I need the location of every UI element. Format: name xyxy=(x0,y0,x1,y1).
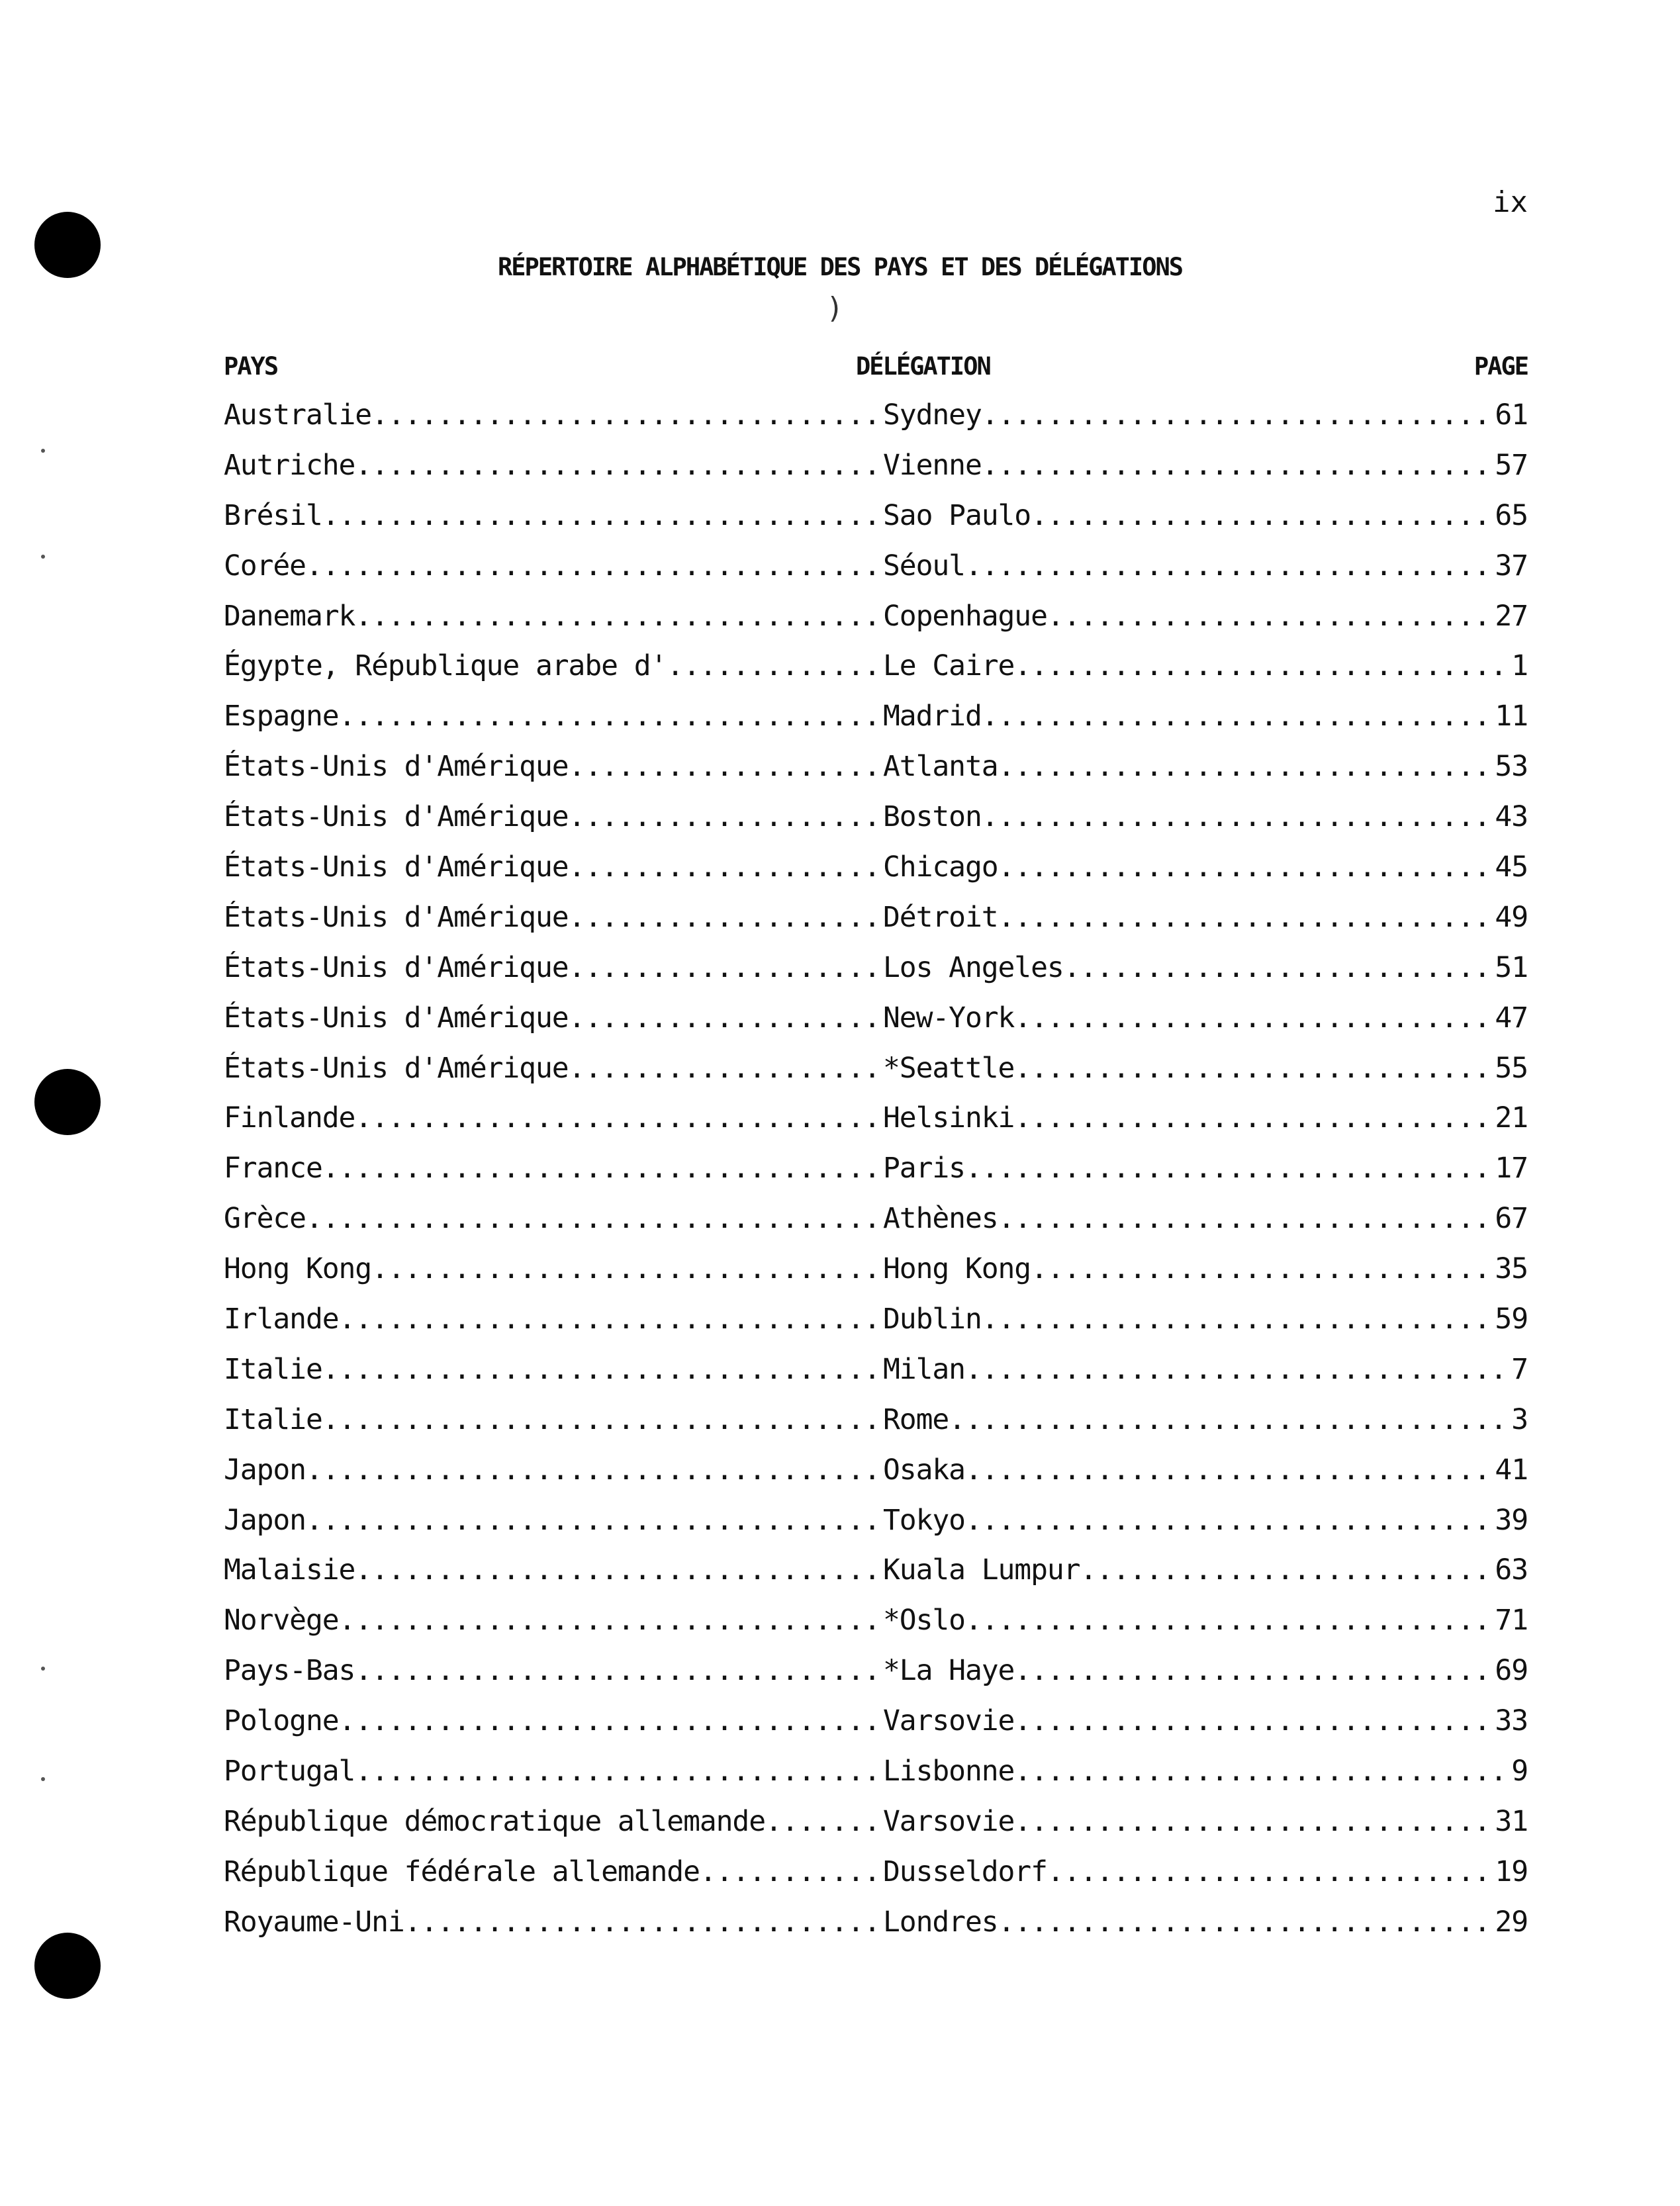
delegation-cell xyxy=(883,1353,1528,1386)
delegation-name: Tokyo xyxy=(883,1503,965,1537)
delegation-cell xyxy=(883,1252,1528,1285)
country-cell xyxy=(224,1755,883,1788)
delegation-cell xyxy=(883,1303,1528,1336)
country-cell xyxy=(224,1101,883,1134)
delegation-cell xyxy=(883,398,1528,432)
delegation-name: Los Angeles xyxy=(883,950,1064,984)
dot-leader xyxy=(569,951,883,984)
dot-leader xyxy=(371,1252,883,1285)
delegation-name: Helsinki xyxy=(883,1101,1015,1135)
dot-leader xyxy=(306,1202,883,1235)
country-cell xyxy=(224,1252,883,1285)
stray-mark: ) xyxy=(826,291,844,325)
delegation-name: *Oslo xyxy=(883,1604,965,1637)
delegation-name: Varsovie xyxy=(883,1704,1015,1738)
dot-leader xyxy=(1014,1755,1511,1788)
delegation-cell xyxy=(883,1152,1528,1185)
dot-leader xyxy=(322,499,883,532)
header-page: PAGE xyxy=(1473,352,1528,381)
dot-leader xyxy=(1014,649,1511,682)
country-cell xyxy=(224,649,883,682)
delegation-name: Sao Paulo xyxy=(883,498,1031,532)
dot-leader xyxy=(355,1755,883,1788)
country-cell xyxy=(224,1001,883,1034)
delegation-cell xyxy=(883,800,1528,833)
list-item xyxy=(224,1202,1528,1252)
dot-leader xyxy=(339,1303,883,1336)
page-ref: 17 xyxy=(1495,1152,1528,1185)
country-name: France xyxy=(224,1152,322,1185)
country-name: États-Unis d'Amérique xyxy=(224,750,569,784)
country-cell xyxy=(224,951,883,984)
list-item xyxy=(224,901,1528,951)
page-ref: 31 xyxy=(1495,1804,1528,1838)
dot-leader xyxy=(322,1152,883,1185)
delegation-cell xyxy=(883,700,1528,733)
punch-hole-bottom xyxy=(34,1933,101,1999)
delegation-cell xyxy=(883,951,1528,984)
country-cell xyxy=(224,1604,883,1637)
dot-leader xyxy=(965,1504,1495,1537)
list-item xyxy=(224,1052,1528,1102)
punch-hole-middle xyxy=(34,1069,101,1135)
list-item xyxy=(224,1152,1528,1202)
list-item xyxy=(224,1001,1528,1052)
dot-leader xyxy=(998,901,1495,934)
country-cell xyxy=(224,1805,883,1838)
dot-leader xyxy=(998,850,1495,884)
scan-speck xyxy=(41,1667,45,1671)
country-cell xyxy=(224,1855,883,1888)
delegation-cell xyxy=(883,1403,1528,1436)
list-item xyxy=(224,951,1528,1001)
country-cell xyxy=(224,1553,883,1586)
page-ref: 51 xyxy=(1495,950,1528,984)
list-item xyxy=(224,1604,1528,1654)
country-cell xyxy=(224,1504,883,1537)
dot-leader xyxy=(322,1403,883,1436)
dot-leader xyxy=(355,449,883,482)
delegation-name: Rome xyxy=(883,1402,949,1436)
country-cell xyxy=(224,901,883,934)
country-cell xyxy=(224,1303,883,1336)
column-headers xyxy=(224,352,1528,385)
scan-speck xyxy=(41,555,45,559)
list-item xyxy=(224,1704,1528,1755)
page-ref: 47 xyxy=(1495,1001,1528,1034)
dot-leader xyxy=(306,1504,883,1537)
delegation-name: Athènes xyxy=(883,1202,998,1236)
page-ref: 37 xyxy=(1495,549,1528,582)
dot-leader xyxy=(371,398,883,432)
list-item xyxy=(224,1805,1528,1855)
index-list xyxy=(224,398,1528,1956)
delegation-cell xyxy=(883,1001,1528,1034)
page-ref: 57 xyxy=(1495,448,1528,482)
delegation-cell xyxy=(883,600,1528,633)
dot-leader xyxy=(339,1604,883,1637)
list-item xyxy=(224,1303,1528,1353)
scan-speck xyxy=(41,1777,45,1781)
country-cell xyxy=(224,1453,883,1487)
country-name: Pays-Bas xyxy=(224,1654,355,1688)
dot-leader xyxy=(569,750,883,783)
dot-leader xyxy=(569,1052,883,1085)
dot-leader xyxy=(569,1001,883,1034)
dot-leader xyxy=(1014,1805,1495,1838)
dot-leader xyxy=(765,1805,883,1838)
list-item xyxy=(224,600,1528,650)
page-ref: 9 xyxy=(1511,1755,1528,1788)
list-item xyxy=(224,1101,1528,1152)
list-item xyxy=(224,499,1528,549)
country-name: République fédérale allemande xyxy=(224,1855,700,1888)
delegation-name: Vienne xyxy=(883,448,982,482)
page-ref: 41 xyxy=(1495,1453,1528,1487)
delegation-cell xyxy=(883,1855,1528,1888)
delegation-name: Sydney xyxy=(883,398,982,432)
page-ref: 61 xyxy=(1495,398,1528,432)
delegation-name: Séoul xyxy=(883,549,965,582)
country-name: Pologne xyxy=(224,1704,339,1738)
page-title: RÉPERTOIRE ALPHABÉTIQUE DES PAYS ET DES DÉLÉGATIONS xyxy=(497,253,1183,281)
list-item xyxy=(224,1252,1528,1303)
delegation-name: Dusseldorf xyxy=(883,1855,1047,1888)
dot-leader xyxy=(965,1353,1511,1386)
page-ref: 59 xyxy=(1495,1303,1528,1336)
list-item xyxy=(224,1504,1528,1554)
delegation-cell xyxy=(883,1504,1528,1537)
delegation-name: Chicago xyxy=(883,850,998,884)
country-cell xyxy=(224,499,883,532)
list-item xyxy=(224,700,1528,750)
country-cell xyxy=(224,700,883,733)
header-country: PAYS xyxy=(224,352,278,381)
delegation-name: Varsovie xyxy=(883,1804,1015,1838)
delegation-name: Atlanta xyxy=(883,750,998,784)
delegation-cell xyxy=(883,1704,1528,1737)
delegation-cell xyxy=(883,1906,1528,1939)
country-name: États-Unis d'Amérique xyxy=(224,950,569,984)
list-item xyxy=(224,1453,1528,1504)
dot-leader xyxy=(1031,1252,1495,1285)
delegation-name: Boston xyxy=(883,800,982,834)
delegation-name: Madrid xyxy=(883,700,982,733)
list-item xyxy=(224,1553,1528,1604)
country-cell xyxy=(224,800,883,833)
delegation-name: Osaka xyxy=(883,1453,965,1487)
dot-leader xyxy=(1014,1704,1495,1737)
page-ref: 43 xyxy=(1495,800,1528,834)
country-cell xyxy=(224,1202,883,1235)
dot-leader xyxy=(404,1906,883,1939)
delegation-cell xyxy=(883,1553,1528,1586)
country-name: États-Unis d'Amérique xyxy=(224,1001,569,1034)
dot-leader xyxy=(306,1453,883,1487)
delegation-cell xyxy=(883,1202,1528,1235)
country-name: États-Unis d'Amérique xyxy=(224,900,569,934)
dot-leader xyxy=(355,1101,883,1134)
delegation-cell xyxy=(883,1453,1528,1487)
dot-leader xyxy=(998,1202,1495,1235)
page-ref: 3 xyxy=(1511,1402,1528,1436)
header-delegation: DÉLÉGATION xyxy=(856,352,990,381)
page-ref: 45 xyxy=(1495,850,1528,884)
country-name: Finlande xyxy=(224,1101,355,1135)
country-cell xyxy=(224,398,883,432)
dot-leader xyxy=(322,1353,883,1386)
country-name: États-Unis d'Amérique xyxy=(224,850,569,884)
dot-leader xyxy=(355,1654,883,1687)
delegation-name: *La Haye xyxy=(883,1654,1015,1688)
dot-leader xyxy=(355,1553,883,1586)
dot-leader xyxy=(998,1906,1495,1939)
page-ref: 49 xyxy=(1495,900,1528,934)
dot-leader xyxy=(1014,1101,1495,1134)
list-item xyxy=(224,649,1528,700)
delegation-name: Le Caire xyxy=(883,649,1015,683)
page-ref: 67 xyxy=(1495,1202,1528,1236)
page-ref: 35 xyxy=(1495,1252,1528,1286)
dot-leader xyxy=(998,750,1495,783)
country-cell xyxy=(224,449,883,482)
dot-leader xyxy=(339,700,883,733)
delegation-name: Paris xyxy=(883,1152,965,1185)
scan-speck xyxy=(41,449,45,453)
list-item xyxy=(224,549,1528,600)
delegation-cell xyxy=(883,1052,1528,1085)
country-name: Portugal xyxy=(224,1755,355,1788)
page-ref: 63 xyxy=(1495,1553,1528,1587)
dot-leader xyxy=(1031,499,1495,532)
dot-leader xyxy=(982,1303,1495,1336)
country-name: Norvège xyxy=(224,1604,339,1637)
delegation-name: Londres xyxy=(883,1905,998,1939)
country-name: Irlande xyxy=(224,1303,339,1336)
page-ref: 7 xyxy=(1511,1352,1528,1386)
country-name: République démocratique allemande xyxy=(224,1804,766,1838)
delegation-cell xyxy=(883,850,1528,884)
page-ref: 71 xyxy=(1495,1604,1528,1637)
country-cell xyxy=(224,850,883,884)
dot-leader xyxy=(1080,1553,1495,1586)
country-name: Italie xyxy=(224,1402,322,1436)
country-name: Brésil xyxy=(224,498,322,532)
country-cell xyxy=(224,1906,883,1939)
country-name: Japon xyxy=(224,1453,306,1487)
dot-leader xyxy=(982,449,1495,482)
country-cell xyxy=(224,1353,883,1386)
country-name: Autriche xyxy=(224,448,355,482)
country-name: Royaume-Uni xyxy=(224,1905,404,1939)
delegation-cell xyxy=(883,1604,1528,1637)
dot-leader xyxy=(965,1152,1495,1185)
delegation-name: Dublin xyxy=(883,1303,982,1336)
dot-leader xyxy=(1064,951,1495,984)
page-ref: 53 xyxy=(1495,750,1528,784)
delegation-name: *Seattle xyxy=(883,1051,1015,1085)
list-item xyxy=(224,800,1528,850)
country-name: États-Unis d'Amérique xyxy=(224,1051,569,1085)
country-name: Danemark xyxy=(224,599,355,633)
country-name: Italie xyxy=(224,1352,322,1386)
country-cell xyxy=(224,1704,883,1737)
country-cell xyxy=(224,1654,883,1687)
list-item xyxy=(224,1755,1528,1805)
dot-leader xyxy=(982,800,1495,833)
list-item xyxy=(224,1403,1528,1453)
delegation-cell xyxy=(883,1654,1528,1687)
country-cell xyxy=(224,1152,883,1185)
country-cell xyxy=(224,1052,883,1085)
country-cell xyxy=(224,600,883,633)
delegation-cell xyxy=(883,649,1528,682)
country-name: Grèce xyxy=(224,1202,306,1236)
dot-leader xyxy=(965,1604,1495,1637)
dot-leader xyxy=(982,700,1495,733)
page-ref: 55 xyxy=(1495,1051,1528,1085)
list-item xyxy=(224,449,1528,499)
list-item xyxy=(224,398,1528,449)
country-name: Malaisie xyxy=(224,1553,355,1587)
dot-leader xyxy=(306,549,883,582)
dot-leader xyxy=(667,649,883,682)
page-ref: 11 xyxy=(1495,700,1528,733)
country-name: Australie xyxy=(224,398,372,432)
delegation-name: Lisbonne xyxy=(883,1755,1015,1788)
page-ref: 65 xyxy=(1495,498,1528,532)
dot-leader xyxy=(1014,1654,1495,1687)
list-item xyxy=(224,1654,1528,1704)
dot-leader xyxy=(965,549,1495,582)
dot-leader xyxy=(355,600,883,633)
dot-leader xyxy=(569,800,883,833)
list-item xyxy=(224,1855,1528,1906)
country-cell xyxy=(224,750,883,783)
delegation-cell xyxy=(883,750,1528,783)
page-number: ix xyxy=(1493,185,1528,219)
country-name: Corée xyxy=(224,549,306,582)
country-name: Japon xyxy=(224,1503,306,1537)
delegation-name: Kuala Lumpur xyxy=(883,1553,1080,1587)
dot-leader xyxy=(982,398,1495,432)
page-ref: 39 xyxy=(1495,1503,1528,1537)
page-ref: 1 xyxy=(1511,649,1528,683)
dot-leader xyxy=(949,1403,1511,1436)
page-ref: 21 xyxy=(1495,1101,1528,1135)
delegation-name: New-York xyxy=(883,1001,1015,1034)
country-name: Espagne xyxy=(224,700,339,733)
delegation-name: Détroit xyxy=(883,900,998,934)
delegation-cell xyxy=(883,499,1528,532)
dot-leader xyxy=(569,901,883,934)
dot-leader xyxy=(965,1453,1495,1487)
dot-leader xyxy=(1047,1855,1495,1888)
list-item xyxy=(224,1353,1528,1403)
dot-leader xyxy=(339,1704,883,1737)
country-cell xyxy=(224,1403,883,1436)
page-ref: 29 xyxy=(1495,1905,1528,1939)
country-name: Hong Kong xyxy=(224,1252,372,1286)
country-cell xyxy=(224,549,883,582)
delegation-name: Copenhague xyxy=(883,599,1047,633)
delegation-cell xyxy=(883,901,1528,934)
page-ref: 69 xyxy=(1495,1654,1528,1688)
dot-leader xyxy=(1014,1001,1495,1034)
dot-leader xyxy=(700,1855,883,1888)
dot-leader xyxy=(1014,1052,1495,1085)
dot-leader xyxy=(1047,600,1495,633)
delegation-name: Milan xyxy=(883,1352,965,1386)
country-name: Égypte, République arabe d' xyxy=(224,649,667,683)
delegation-cell xyxy=(883,1101,1528,1134)
page-ref: 27 xyxy=(1495,599,1528,633)
country-name: États-Unis d'Amérique xyxy=(224,800,569,834)
delegation-cell xyxy=(883,1755,1528,1788)
list-item xyxy=(224,750,1528,800)
delegation-cell xyxy=(883,449,1528,482)
delegation-cell xyxy=(883,549,1528,582)
list-item xyxy=(224,1906,1528,1956)
page-ref: 33 xyxy=(1495,1704,1528,1738)
list-item xyxy=(224,850,1528,901)
delegation-name: Hong Kong xyxy=(883,1252,1031,1286)
page-ref: 19 xyxy=(1495,1855,1528,1888)
dot-leader xyxy=(569,850,883,884)
delegation-cell xyxy=(883,1805,1528,1838)
